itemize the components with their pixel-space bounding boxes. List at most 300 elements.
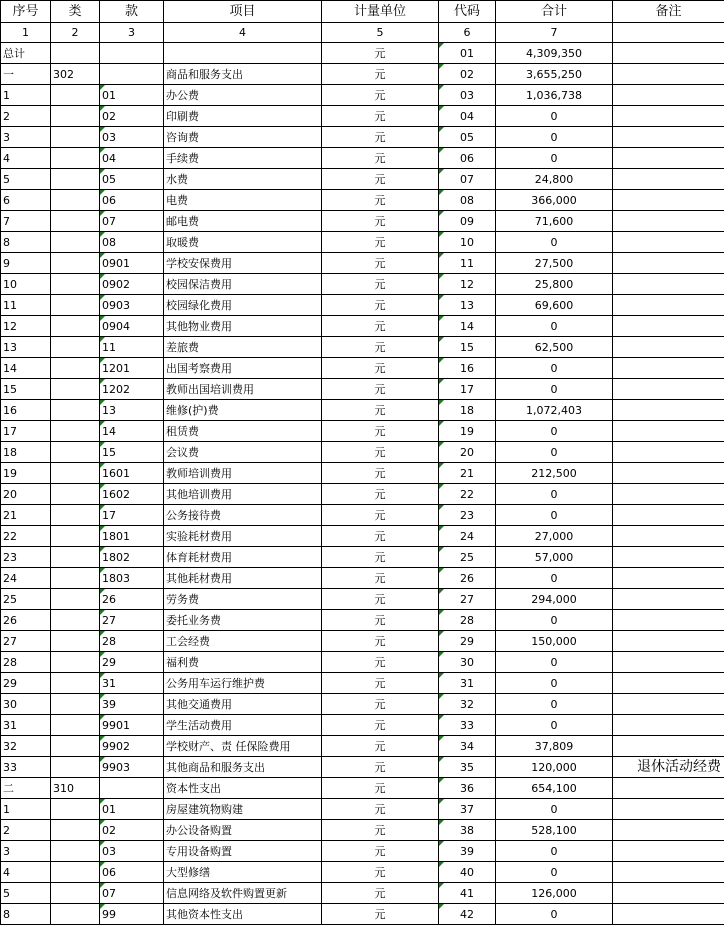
lei-cell[interactable] xyxy=(51,589,100,610)
kuan-cell[interactable]: 06 xyxy=(100,190,164,211)
header-code[interactable]: 代码 xyxy=(439,1,496,23)
code-cell[interactable]: 01 xyxy=(439,43,496,64)
unit-cell[interactable]: 元 xyxy=(322,652,439,673)
lei-cell[interactable] xyxy=(51,610,100,631)
unit-cell[interactable]: 元 xyxy=(322,85,439,106)
item-cell[interactable]: 其他交通费用 xyxy=(164,694,322,715)
lei-cell[interactable] xyxy=(51,106,100,127)
item-cell[interactable]: 邮电费 xyxy=(164,211,322,232)
total-cell[interactable]: 69,600 xyxy=(496,295,613,316)
note-cell[interactable] xyxy=(613,589,724,610)
code-cell[interactable]: 08 xyxy=(439,190,496,211)
item-cell[interactable]: 实验耗材费用 xyxy=(164,526,322,547)
total-cell[interactable]: 0 xyxy=(496,799,613,820)
code-cell[interactable]: 17 xyxy=(439,379,496,400)
item-cell[interactable]: 其他资本性支出 xyxy=(164,904,322,925)
unit-cell[interactable]: 元 xyxy=(322,358,439,379)
total-cell[interactable]: 150,000 xyxy=(496,631,613,652)
seq-cell[interactable]: 18 xyxy=(1,442,51,463)
note-cell[interactable] xyxy=(613,820,724,841)
kuan-cell[interactable]: 9903 xyxy=(100,757,164,778)
item-cell[interactable]: 商品和服务支出 xyxy=(164,64,322,85)
note-cell[interactable] xyxy=(613,43,724,64)
note-cell[interactable] xyxy=(613,211,724,232)
note-cell[interactable] xyxy=(613,694,724,715)
seq-cell[interactable]: 11 xyxy=(1,295,51,316)
unit-cell[interactable]: 元 xyxy=(322,799,439,820)
note-cell[interactable] xyxy=(613,358,724,379)
item-cell[interactable]: 校园绿化费用 xyxy=(164,295,322,316)
kuan-cell[interactable]: 0901 xyxy=(100,253,164,274)
total-cell[interactable]: 62,500 xyxy=(496,337,613,358)
unit-cell[interactable]: 元 xyxy=(322,715,439,736)
note-cell[interactable] xyxy=(613,715,724,736)
unit-cell[interactable]: 元 xyxy=(322,526,439,547)
code-cell[interactable]: 35 xyxy=(439,757,496,778)
code-cell[interactable]: 19 xyxy=(439,421,496,442)
code-cell[interactable]: 29 xyxy=(439,631,496,652)
kuan-cell[interactable]: 9901 xyxy=(100,715,164,736)
lei-cell[interactable] xyxy=(51,379,100,400)
unit-cell[interactable]: 元 xyxy=(322,568,439,589)
code-cell[interactable]: 28 xyxy=(439,610,496,631)
lei-cell[interactable] xyxy=(51,274,100,295)
kuan-cell[interactable]: 1201 xyxy=(100,358,164,379)
code-cell[interactable]: 31 xyxy=(439,673,496,694)
note-cell[interactable] xyxy=(613,841,724,862)
header-lei[interactable]: 类 xyxy=(51,1,100,23)
lei-cell[interactable] xyxy=(51,85,100,106)
total-cell[interactable]: 27,500 xyxy=(496,253,613,274)
unit-cell[interactable]: 元 xyxy=(322,778,439,799)
note-cell[interactable] xyxy=(613,295,724,316)
code-cell[interactable]: 14 xyxy=(439,316,496,337)
lei-cell[interactable] xyxy=(51,505,100,526)
item-cell[interactable]: 学校安保费用 xyxy=(164,253,322,274)
column-number-cell[interactable]: 4 xyxy=(164,23,322,43)
lei-cell[interactable] xyxy=(51,295,100,316)
column-number-cell[interactable]: 2 xyxy=(51,23,100,43)
total-cell[interactable]: 0 xyxy=(496,505,613,526)
item-cell[interactable]: 维修(护)费 xyxy=(164,400,322,421)
unit-cell[interactable]: 元 xyxy=(322,694,439,715)
item-cell[interactable]: 咨询费 xyxy=(164,127,322,148)
seq-cell[interactable]: 28 xyxy=(1,652,51,673)
lei-cell[interactable] xyxy=(51,169,100,190)
seq-cell[interactable]: 8 xyxy=(1,232,51,253)
item-cell[interactable] xyxy=(164,43,322,64)
unit-cell[interactable]: 元 xyxy=(322,673,439,694)
seq-cell[interactable]: 13 xyxy=(1,337,51,358)
note-cell[interactable] xyxy=(613,526,724,547)
total-cell[interactable]: 294,000 xyxy=(496,589,613,610)
unit-cell[interactable]: 元 xyxy=(322,610,439,631)
total-cell[interactable]: 0 xyxy=(496,379,613,400)
kuan-cell[interactable]: 28 xyxy=(100,631,164,652)
seq-cell[interactable]: 22 xyxy=(1,526,51,547)
kuan-cell[interactable]: 02 xyxy=(100,106,164,127)
lei-cell[interactable] xyxy=(51,841,100,862)
total-cell[interactable]: 120,000 xyxy=(496,757,613,778)
unit-cell[interactable]: 元 xyxy=(322,757,439,778)
code-cell[interactable]: 39 xyxy=(439,841,496,862)
total-cell[interactable]: 366,000 xyxy=(496,190,613,211)
lei-cell[interactable] xyxy=(51,253,100,274)
item-cell[interactable]: 工会经费 xyxy=(164,631,322,652)
code-cell[interactable]: 41 xyxy=(439,883,496,904)
lei-cell[interactable] xyxy=(51,673,100,694)
total-cell[interactable]: 0 xyxy=(496,652,613,673)
total-cell[interactable]: 0 xyxy=(496,841,613,862)
note-cell[interactable] xyxy=(613,127,724,148)
code-cell[interactable]: 20 xyxy=(439,442,496,463)
unit-cell[interactable]: 元 xyxy=(322,106,439,127)
kuan-cell[interactable]: 06 xyxy=(100,862,164,883)
note-cell[interactable]: 退休活动经费 xyxy=(613,757,724,778)
lei-cell[interactable] xyxy=(51,232,100,253)
seq-cell[interactable]: 25 xyxy=(1,589,51,610)
item-cell[interactable]: 委托业务费 xyxy=(164,610,322,631)
kuan-cell[interactable]: 05 xyxy=(100,169,164,190)
item-cell[interactable]: 水费 xyxy=(164,169,322,190)
total-cell[interactable]: 0 xyxy=(496,610,613,631)
lei-cell[interactable] xyxy=(51,484,100,505)
item-cell[interactable]: 其他商品和服务支出 xyxy=(164,757,322,778)
note-cell[interactable] xyxy=(613,778,724,799)
item-cell[interactable]: 租赁费 xyxy=(164,421,322,442)
seq-cell[interactable]: 10 xyxy=(1,274,51,295)
lei-cell[interactable] xyxy=(51,883,100,904)
code-cell[interactable]: 04 xyxy=(439,106,496,127)
total-cell[interactable]: 1,072,403 xyxy=(496,400,613,421)
seq-cell[interactable]: 27 xyxy=(1,631,51,652)
seq-cell[interactable]: 总计 xyxy=(1,43,51,64)
lei-cell[interactable] xyxy=(51,862,100,883)
lei-cell[interactable] xyxy=(51,43,100,64)
item-cell[interactable]: 出国考察费用 xyxy=(164,358,322,379)
unit-cell[interactable]: 元 xyxy=(322,589,439,610)
item-cell[interactable]: 其他培训费用 xyxy=(164,484,322,505)
item-cell[interactable]: 办公费 xyxy=(164,85,322,106)
lei-cell[interactable] xyxy=(51,127,100,148)
item-cell[interactable]: 其他物业费用 xyxy=(164,316,322,337)
note-cell[interactable] xyxy=(613,190,724,211)
seq-cell[interactable]: 33 xyxy=(1,757,51,778)
unit-cell[interactable]: 元 xyxy=(322,904,439,925)
unit-cell[interactable]: 元 xyxy=(322,484,439,505)
seq-cell[interactable]: 9 xyxy=(1,253,51,274)
code-cell[interactable]: 42 xyxy=(439,904,496,925)
column-number-cell[interactable]: 6 xyxy=(439,23,496,43)
code-cell[interactable]: 09 xyxy=(439,211,496,232)
unit-cell[interactable]: 元 xyxy=(322,295,439,316)
total-cell[interactable]: 0 xyxy=(496,673,613,694)
note-cell[interactable] xyxy=(613,148,724,169)
code-cell[interactable]: 13 xyxy=(439,295,496,316)
kuan-cell[interactable]: 29 xyxy=(100,652,164,673)
lei-cell[interactable] xyxy=(51,421,100,442)
seq-cell[interactable]: 5 xyxy=(1,169,51,190)
lei-cell[interactable] xyxy=(51,442,100,463)
item-cell[interactable]: 劳务费 xyxy=(164,589,322,610)
kuan-cell[interactable]: 17 xyxy=(100,505,164,526)
lei-cell[interactable] xyxy=(51,337,100,358)
seq-cell[interactable]: 23 xyxy=(1,547,51,568)
unit-cell[interactable]: 元 xyxy=(322,442,439,463)
lei-cell[interactable] xyxy=(51,526,100,547)
column-number-cell[interactable] xyxy=(613,23,724,43)
total-cell[interactable]: 1,036,738 xyxy=(496,85,613,106)
seq-cell[interactable]: 16 xyxy=(1,400,51,421)
total-cell[interactable]: 0 xyxy=(496,694,613,715)
unit-cell[interactable]: 元 xyxy=(322,43,439,64)
unit-cell[interactable]: 元 xyxy=(322,841,439,862)
lei-cell[interactable] xyxy=(51,463,100,484)
note-cell[interactable] xyxy=(613,484,724,505)
code-cell[interactable]: 10 xyxy=(439,232,496,253)
kuan-cell[interactable]: 13 xyxy=(100,400,164,421)
seq-cell[interactable]: 2 xyxy=(1,820,51,841)
seq-cell[interactable]: 8 xyxy=(1,904,51,925)
total-cell[interactable]: 25,800 xyxy=(496,274,613,295)
seq-cell[interactable]: 3 xyxy=(1,127,51,148)
kuan-cell[interactable]: 26 xyxy=(100,589,164,610)
code-cell[interactable]: 34 xyxy=(439,736,496,757)
note-cell[interactable] xyxy=(613,232,724,253)
total-cell[interactable]: 654,100 xyxy=(496,778,613,799)
kuan-cell[interactable]: 39 xyxy=(100,694,164,715)
kuan-cell[interactable]: 1801 xyxy=(100,526,164,547)
item-cell[interactable]: 电费 xyxy=(164,190,322,211)
total-cell[interactable]: 0 xyxy=(496,148,613,169)
unit-cell[interactable]: 元 xyxy=(322,211,439,232)
kuan-cell[interactable]: 11 xyxy=(100,337,164,358)
kuan-cell[interactable]: 9902 xyxy=(100,736,164,757)
seq-cell[interactable]: 4 xyxy=(1,862,51,883)
lei-cell[interactable] xyxy=(51,652,100,673)
kuan-cell[interactable]: 99 xyxy=(100,904,164,925)
total-cell[interactable]: 528,100 xyxy=(496,820,613,841)
total-cell[interactable]: 0 xyxy=(496,106,613,127)
unit-cell[interactable]: 元 xyxy=(322,547,439,568)
note-cell[interactable] xyxy=(613,316,724,337)
kuan-cell[interactable]: 01 xyxy=(100,799,164,820)
item-cell[interactable]: 会议费 xyxy=(164,442,322,463)
unit-cell[interactable]: 元 xyxy=(322,820,439,841)
total-cell[interactable]: 0 xyxy=(496,484,613,505)
note-cell[interactable] xyxy=(613,379,724,400)
kuan-cell[interactable]: 04 xyxy=(100,148,164,169)
unit-cell[interactable]: 元 xyxy=(322,274,439,295)
seq-cell[interactable]: 20 xyxy=(1,484,51,505)
total-cell[interactable]: 4,309,350 xyxy=(496,43,613,64)
code-cell[interactable]: 32 xyxy=(439,694,496,715)
kuan-cell[interactable]: 01 xyxy=(100,85,164,106)
code-cell[interactable]: 21 xyxy=(439,463,496,484)
code-cell[interactable]: 15 xyxy=(439,337,496,358)
lei-cell[interactable] xyxy=(51,316,100,337)
kuan-cell[interactable]: 0903 xyxy=(100,295,164,316)
note-cell[interactable] xyxy=(613,883,724,904)
header-seq[interactable]: 序号 xyxy=(1,1,51,23)
item-cell[interactable]: 大型修缮 xyxy=(164,862,322,883)
note-cell[interactable] xyxy=(613,400,724,421)
note-cell[interactable] xyxy=(613,253,724,274)
unit-cell[interactable]: 元 xyxy=(322,190,439,211)
note-cell[interactable] xyxy=(613,568,724,589)
kuan-cell[interactable] xyxy=(100,778,164,799)
seq-cell[interactable]: 7 xyxy=(1,211,51,232)
kuan-cell[interactable]: 31 xyxy=(100,673,164,694)
total-cell[interactable]: 0 xyxy=(496,862,613,883)
lei-cell[interactable] xyxy=(51,736,100,757)
seq-cell[interactable]: 19 xyxy=(1,463,51,484)
lei-cell[interactable] xyxy=(51,547,100,568)
total-cell[interactable]: 212,500 xyxy=(496,463,613,484)
unit-cell[interactable]: 元 xyxy=(322,379,439,400)
lei-cell[interactable] xyxy=(51,211,100,232)
note-cell[interactable] xyxy=(613,85,724,106)
code-cell[interactable]: 07 xyxy=(439,169,496,190)
kuan-cell[interactable]: 0904 xyxy=(100,316,164,337)
column-number-cell[interactable]: 3 xyxy=(100,23,164,43)
kuan-cell[interactable]: 14 xyxy=(100,421,164,442)
unit-cell[interactable]: 元 xyxy=(322,148,439,169)
seq-cell[interactable]: 26 xyxy=(1,610,51,631)
kuan-cell[interactable]: 08 xyxy=(100,232,164,253)
kuan-cell[interactable]: 07 xyxy=(100,211,164,232)
total-cell[interactable]: 57,000 xyxy=(496,547,613,568)
lei-cell[interactable] xyxy=(51,799,100,820)
code-cell[interactable]: 30 xyxy=(439,652,496,673)
code-cell[interactable]: 06 xyxy=(439,148,496,169)
total-cell[interactable]: 0 xyxy=(496,715,613,736)
code-cell[interactable]: 12 xyxy=(439,274,496,295)
note-cell[interactable] xyxy=(613,631,724,652)
lei-cell[interactable] xyxy=(51,694,100,715)
total-cell[interactable]: 3,655,250 xyxy=(496,64,613,85)
code-cell[interactable]: 03 xyxy=(439,85,496,106)
header-note[interactable]: 备注 xyxy=(613,1,724,23)
seq-cell[interactable]: 29 xyxy=(1,673,51,694)
seq-cell[interactable]: 31 xyxy=(1,715,51,736)
unit-cell[interactable]: 元 xyxy=(322,631,439,652)
kuan-cell[interactable]: 1602 xyxy=(100,484,164,505)
total-cell[interactable]: 0 xyxy=(496,358,613,379)
total-cell[interactable]: 0 xyxy=(496,316,613,337)
total-cell[interactable]: 37,809 xyxy=(496,736,613,757)
seq-cell[interactable]: 一 xyxy=(1,64,51,85)
kuan-cell[interactable]: 0902 xyxy=(100,274,164,295)
seq-cell[interactable]: 15 xyxy=(1,379,51,400)
total-cell[interactable]: 27,000 xyxy=(496,526,613,547)
unit-cell[interactable]: 元 xyxy=(322,337,439,358)
kuan-cell[interactable]: 07 xyxy=(100,883,164,904)
kuan-cell[interactable]: 1802 xyxy=(100,547,164,568)
unit-cell[interactable]: 元 xyxy=(322,127,439,148)
kuan-cell[interactable] xyxy=(100,43,164,64)
item-cell[interactable]: 差旅费 xyxy=(164,337,322,358)
header-total[interactable]: 合计 xyxy=(496,1,613,23)
item-cell[interactable]: 资本性支出 xyxy=(164,778,322,799)
item-cell[interactable]: 房屋建筑物购建 xyxy=(164,799,322,820)
total-cell[interactable]: 24,800 xyxy=(496,169,613,190)
kuan-cell[interactable] xyxy=(100,64,164,85)
unit-cell[interactable]: 元 xyxy=(322,862,439,883)
total-cell[interactable]: 0 xyxy=(496,421,613,442)
header-kuan[interactable]: 款 xyxy=(100,1,164,23)
code-cell[interactable]: 27 xyxy=(439,589,496,610)
code-cell[interactable]: 02 xyxy=(439,64,496,85)
seq-cell[interactable]: 1 xyxy=(1,85,51,106)
note-cell[interactable] xyxy=(613,337,724,358)
unit-cell[interactable]: 元 xyxy=(322,463,439,484)
kuan-cell[interactable]: 1202 xyxy=(100,379,164,400)
item-cell[interactable]: 手续费 xyxy=(164,148,322,169)
seq-cell[interactable]: 5 xyxy=(1,883,51,904)
code-cell[interactable]: 05 xyxy=(439,127,496,148)
total-cell[interactable]: 0 xyxy=(496,904,613,925)
unit-cell[interactable]: 元 xyxy=(322,736,439,757)
unit-cell[interactable]: 元 xyxy=(322,505,439,526)
item-cell[interactable]: 专用设备购置 xyxy=(164,841,322,862)
item-cell[interactable]: 体育耗材费用 xyxy=(164,547,322,568)
note-cell[interactable] xyxy=(613,106,724,127)
note-cell[interactable] xyxy=(613,673,724,694)
seq-cell[interactable]: 24 xyxy=(1,568,51,589)
note-cell[interactable] xyxy=(613,442,724,463)
total-cell[interactable]: 0 xyxy=(496,568,613,589)
lei-cell[interactable] xyxy=(51,190,100,211)
item-cell[interactable]: 学校财产、责 任保险费用 xyxy=(164,736,322,757)
unit-cell[interactable]: 元 xyxy=(322,316,439,337)
unit-cell[interactable]: 元 xyxy=(322,253,439,274)
unit-cell[interactable]: 元 xyxy=(322,400,439,421)
lei-cell[interactable] xyxy=(51,757,100,778)
seq-cell[interactable]: 17 xyxy=(1,421,51,442)
kuan-cell[interactable]: 1601 xyxy=(100,463,164,484)
column-number-cell[interactable]: 1 xyxy=(1,23,51,43)
total-cell[interactable]: 0 xyxy=(496,232,613,253)
kuan-cell[interactable]: 03 xyxy=(100,127,164,148)
code-cell[interactable]: 37 xyxy=(439,799,496,820)
header-unit[interactable]: 计量单位 xyxy=(322,1,439,23)
header-item[interactable]: 项目 xyxy=(164,1,322,23)
kuan-cell[interactable]: 02 xyxy=(100,820,164,841)
item-cell[interactable]: 印刷费 xyxy=(164,106,322,127)
unit-cell[interactable]: 元 xyxy=(322,883,439,904)
note-cell[interactable] xyxy=(613,505,724,526)
unit-cell[interactable]: 元 xyxy=(322,64,439,85)
note-cell[interactable] xyxy=(613,610,724,631)
lei-cell[interactable]: 310 xyxy=(51,778,100,799)
lei-cell[interactable] xyxy=(51,148,100,169)
code-cell[interactable]: 25 xyxy=(439,547,496,568)
seq-cell[interactable]: 6 xyxy=(1,190,51,211)
code-cell[interactable]: 24 xyxy=(439,526,496,547)
seq-cell[interactable]: 32 xyxy=(1,736,51,757)
seq-cell[interactable]: 21 xyxy=(1,505,51,526)
kuan-cell[interactable]: 03 xyxy=(100,841,164,862)
note-cell[interactable] xyxy=(613,652,724,673)
note-cell[interactable] xyxy=(613,862,724,883)
code-cell[interactable]: 38 xyxy=(439,820,496,841)
item-cell[interactable]: 信息网络及软件购置更新 xyxy=(164,883,322,904)
unit-cell[interactable]: 元 xyxy=(322,232,439,253)
unit-cell[interactable]: 元 xyxy=(322,169,439,190)
seq-cell[interactable]: 30 xyxy=(1,694,51,715)
code-cell[interactable]: 23 xyxy=(439,505,496,526)
